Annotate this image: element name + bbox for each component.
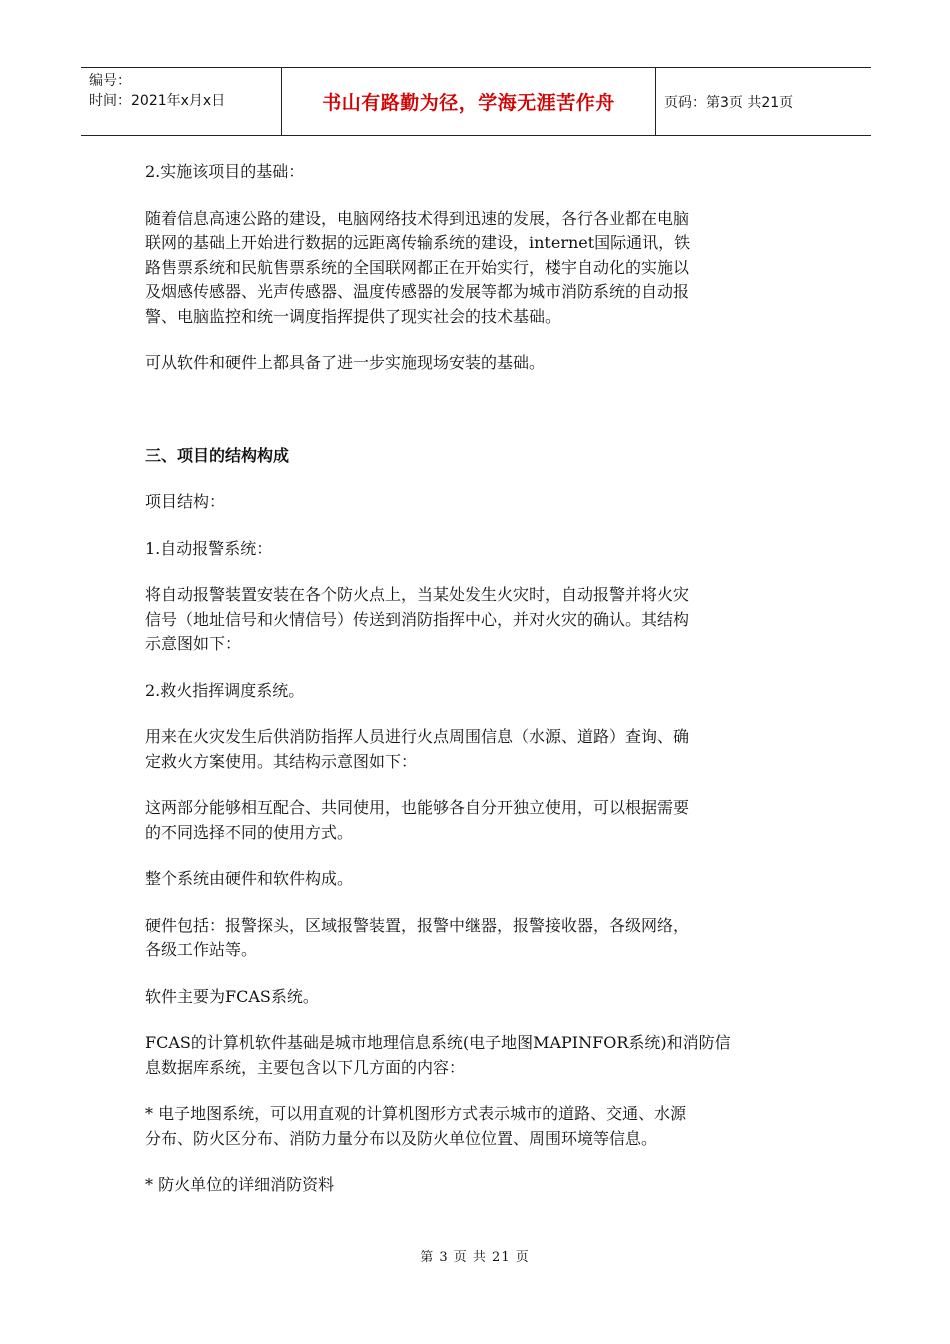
text-line: 将自动报警装置安装在各个防火点上，当某处发生火灾时，自动报警并将火灾 [145,585,690,604]
paragraph: 1.自动报警系统： [145,538,273,558]
paragraph: 整个系统由硬件和软件构成。 [145,869,354,888]
paragraph: 项目结构： [145,492,226,511]
paragraph: 2.实施该项目的基础： [145,162,305,181]
paragraph: 2.救火指挥调度系统。 [145,680,305,700]
document-body [145,160,815,1198]
paragraph [145,1031,815,1080]
text-line: * 电子地图系统，可以用直观的计算机图形方式表示城市的道路、交通、水源 [145,1104,687,1123]
paragraph [145,207,815,330]
text-line: 各级工作站等。 [145,940,258,959]
text-line: 警、电脑监控和统一调度指挥提供了现实社会的技术基础。 [145,306,562,326]
text-line: 分布、防火区分布、消防力量分布以及防火单位位置、周围环境等信息。 [145,1128,658,1148]
header-motto: 书山有路勤为径，学海无涯苦作舟 [282,68,656,135]
text-line: 及烟感传感器、光声传感器、温度传感器的发展等都为城市消防系统的自动报 [145,282,690,301]
document-number-label: 编号： [89,73,131,89]
text-line: 示意图如下： [145,634,242,653]
section-heading: 三、项目的结构构成 [145,445,290,465]
text-line: 这两部分能够相互配合、共同使用，也能够各自分开独立使用，可以根据需要 [145,798,690,817]
paragraph: 可从软件和硬件上都具备了进一步实施现场安装的基础。 [145,353,546,372]
text-line: 息数据库系统，主要包含以下几方面的内容： [145,1057,466,1077]
text-line: 硬件包括：报警探头，区域报警装置，报警中继器，报警接收器，各级网络， [145,915,690,935]
paragraph [145,725,815,774]
page-footer: 第 3 页 共 21 页 [420,1250,530,1265]
paragraph [145,796,815,845]
document-date: 时间：2021年x月x日 [89,93,226,109]
list-item [145,1102,815,1151]
paragraph [145,583,815,657]
header-meta [81,68,282,135]
paragraph [145,914,815,963]
text-line: 用来在火灾发生后供消防指挥人员进行火点周围信息（水源、道路）查询、确 [145,727,690,746]
text-line: 联网的基础上开始进行数据的远距离传输系统的建设，internet国际通讯，铁 [145,233,691,252]
page-header [81,67,871,136]
paragraph: 软件主要为FCAS系统。 [145,986,319,1006]
text-line: 随着信息高速公路的建设，电脑网络技术得到迅速的发展，各行各业都在电脑 [145,208,690,228]
header-page-info: 页码：第3页 共21页 [664,94,794,111]
list-item: * 防火单位的详细消防资料 [145,1175,335,1194]
text-line: FCAS的计算机软件基础是城市地理信息系统(电子地图MAPINFOR系统)和消防信 [145,1033,731,1052]
text-line: 定救火方案使用。其结构示意图如下： [145,751,418,771]
text-line: 路售票系统和民航售票系统的全国联网都正在开始实行，楼宇自动化的实施以 [145,257,690,277]
text-line: 信号（地址信号和火情信号）传送到消防指挥中心，并对火灾的确认。其结构 [145,609,690,629]
text-line: 的不同选择不同的使用方式。 [145,822,354,842]
